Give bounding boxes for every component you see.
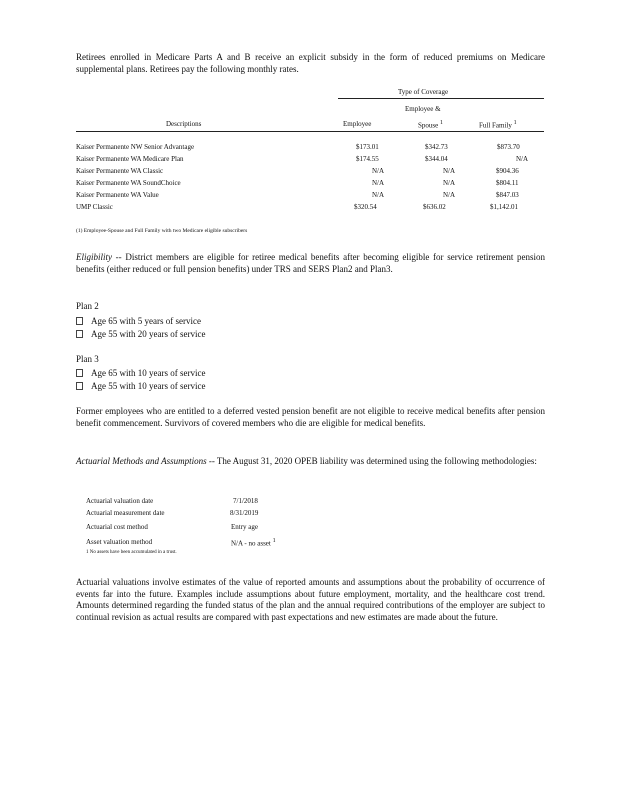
eligibility-label: Eligibility bbox=[76, 252, 112, 262]
list-item: Age 65 with 10 years of service bbox=[76, 368, 205, 378]
row-spouse: $344.04 bbox=[425, 155, 448, 163]
row-employee: $173.01 bbox=[356, 143, 379, 151]
row-description: UMP Classic bbox=[76, 203, 113, 211]
actuarial-footnote: 1 No assets have been accumulated in a trust. bbox=[86, 550, 177, 555]
list-item: Age 55 with 10 years of service bbox=[76, 381, 205, 391]
row-family: $873.70 bbox=[497, 143, 520, 151]
row-spouse: $636.02 bbox=[423, 203, 446, 211]
actuarial-row-value: Entry age bbox=[231, 523, 259, 531]
row-spouse: N/A bbox=[443, 191, 456, 199]
row-family: $804.11 bbox=[496, 179, 519, 187]
table-group-header: Type of Coverage bbox=[398, 88, 449, 96]
row-employee: N/A bbox=[372, 179, 385, 187]
col-descriptions: Descriptions bbox=[166, 120, 202, 128]
list-item: Age 55 with 20 years of service bbox=[76, 329, 205, 339]
table-header-rule bbox=[338, 98, 544, 99]
actuarial-paragraph: Actuarial Methods and Assumptions -- The August 31, 2020 OPEB liability was determined using the following methodologies: bbox=[76, 456, 537, 466]
actuarial-label: Actuarial Methods and Assumptions bbox=[76, 456, 207, 466]
row-employee: N/A bbox=[372, 167, 385, 175]
actuarial-row-value: 8/31/2019 bbox=[230, 509, 259, 517]
plan3-title: Plan 3 bbox=[76, 354, 99, 364]
row-employee: N/A bbox=[372, 191, 385, 199]
former-employees-paragraph: Former employees who are entitled to a deferred vested pension benefit are not eligible to receive medical benefits after pension benefit commencement. Survivors of covered members who die are eligible for medical benefits. bbox=[76, 406, 545, 428]
actuarial-row-label: Actuarial cost method bbox=[86, 523, 148, 531]
row-description: Kaiser Permanente WA Classic bbox=[76, 167, 164, 175]
row-employee: $174.55 bbox=[356, 155, 379, 163]
actuarial-row-label: Asset valuation method bbox=[86, 538, 153, 546]
row-spouse: N/A bbox=[443, 167, 456, 175]
intro-paragraph: Retirees enrolled in Medicare Parts A and B receive an explicit subsidy in the form of reduced premiums on Medicare supplemental plans. Retirees pay the following monthly rates. bbox=[76, 52, 545, 74]
bullet-icon bbox=[76, 369, 83, 377]
row-spouse: N/A bbox=[443, 179, 456, 187]
bullet-icon bbox=[76, 330, 83, 338]
col-employee-spouse-bottom: Spouse $^1$ bbox=[418, 120, 443, 130]
list-item: Age 65 with 5 years of service bbox=[76, 316, 201, 326]
actuarial-row-label: Actuarial valuation date bbox=[86, 497, 154, 505]
col-employee-spouse-top: Employee & bbox=[405, 105, 441, 113]
table-footnote: (1) Employee-Spouse and Full Family with two Medicare eligible subscribers bbox=[76, 228, 248, 234]
row-description: Kaiser Permanente WA SoundChoice bbox=[76, 179, 181, 187]
col-full-family: Full Family $^1$ bbox=[479, 120, 517, 130]
row-family: $1,142.01 bbox=[490, 203, 518, 211]
closing-paragraph: Actuarial valuations involve estimates of the value of reported amounts and assumptions about the probability of occurrence of events far into the future. Examples include assumptions about future employment, mortality, and the healthcare cost trend. Amounts determined regarding the funded status of the plan and the annual required contributions of the employer are subject to continual revision as actual results are compared with past expectations and new estimates are made about the future. bbox=[76, 577, 545, 622]
eligibility-paragraph: Eligibility -- District members are eligible for retiree medical benefits after becoming eligible for service retirement pension benefits (either reduced or full pension benefits) under TRS and SERS Plan2 and Plan3. bbox=[76, 252, 545, 274]
row-description: Kaiser Permanente WA Medicare Plan bbox=[76, 155, 184, 163]
actuarial-row-value: N/A - no asset $^1$ bbox=[231, 538, 276, 548]
col-employee: Employee bbox=[343, 120, 372, 128]
row-employee: $320.54 bbox=[354, 203, 377, 211]
table-column-rule bbox=[76, 131, 544, 132]
row-description: Kaiser Permanente WA Value bbox=[76, 191, 159, 199]
plan2-title: Plan 2 bbox=[76, 301, 99, 311]
bullet-icon bbox=[76, 382, 83, 390]
row-description: Kaiser Permanente NW Senior Advantage bbox=[76, 143, 195, 151]
row-family: $847.03 bbox=[496, 191, 519, 199]
row-family: N/A bbox=[516, 155, 529, 163]
actuarial-row-value: 7/1/2018 bbox=[233, 497, 258, 505]
bullet-icon bbox=[76, 317, 83, 325]
row-family: $904.36 bbox=[496, 167, 519, 175]
actuarial-row-label: Actuarial measurement date bbox=[86, 509, 165, 517]
row-spouse: $342.73 bbox=[425, 143, 448, 151]
